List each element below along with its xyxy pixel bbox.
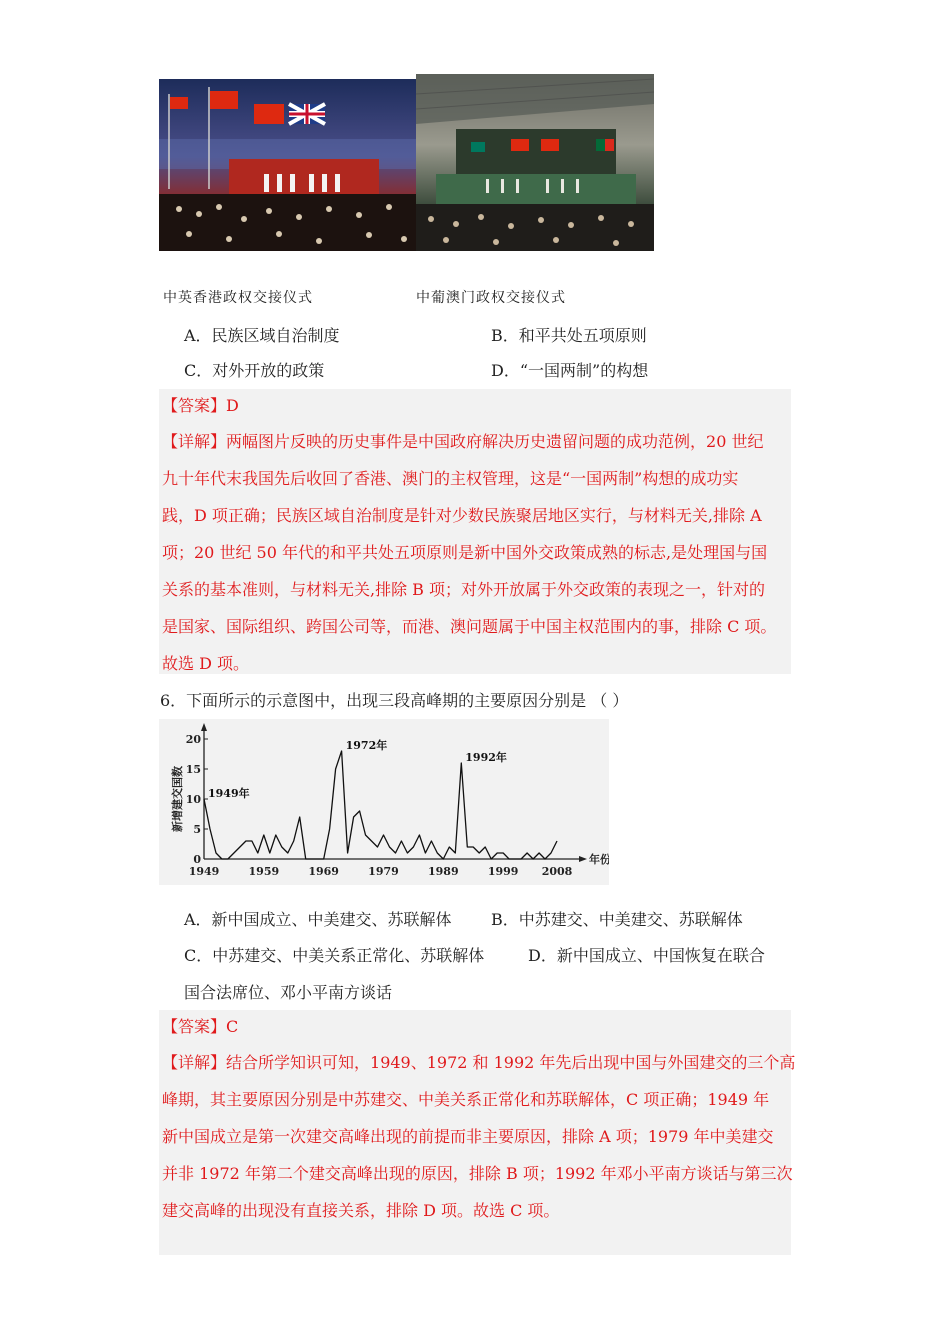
caption-hk: 中英香港政权交接仪式 [163,290,313,306]
q6-option-d: D．新中国成立、中国恢复在联合 [528,946,765,965]
x-axis-arrow [579,856,587,862]
hk-handover-photo [159,79,417,251]
peak-annotation: 1949年 [208,787,250,800]
q6-option-b: B．中苏建交、中美建交、苏联解体 [491,910,743,929]
x-tick-label: 2008 [541,865,573,878]
chart-svg [159,719,609,885]
q6-option-c: C．中苏建交、中美关系正常化、苏联解体 [184,946,485,965]
q5-detail-line-1 [162,429,763,452]
x-tick-label: 1949 [188,865,220,878]
x-tick-label: 1959 [248,865,280,878]
q5-detail-line-7: 故选 D 项。 [162,654,250,673]
q5-detail-text-1: 两幅图片反映的历史事件是中国政府解决历史遗留问题的成功范例，20 世纪 [226,432,764,451]
y-axis-label: 新增建交国数 [171,766,184,832]
series-line [204,751,557,859]
q5-option-c: C．对外开放的政策 [184,361,325,380]
diplomacy-chart [159,719,609,885]
macau-handover-photo [416,74,654,251]
caption-macau: 中葡澳门政权交接仪式 [416,290,566,306]
y-tick-label: 10 [185,793,201,806]
q5-detail-label: 【详解】 [162,432,227,451]
x-axis-label: 年份 [589,853,609,866]
peak-annotation: 1972年 [345,739,388,752]
q5-answer-label: 【答案】 [162,396,227,415]
q5-option-d: D．“一国两制”的构想 [491,361,649,380]
q5-detail-line-4: 项；20 世纪 50 年代的和平共处五项原则是新中国外交政策成熟的标志,是处理国与国 [162,543,768,562]
q5-detail-line-6: 是国家、国际组织、跨国公司等，而港、澳问题属于中国主权范围内的事，排除 C 项。 [162,617,777,636]
q6-detail-line-3: 新中国成立是第一次建交高峰出现的前提而非主要原因，排除 A 项；1979 年中美建交 [162,1127,774,1146]
q5-option-a: A．民族区域自治制度 [184,326,340,345]
q6-answer-label: 【答案】 [162,1017,227,1036]
q6-detail-line-2: 峰期，其主要原因分别是中苏建交、中美关系正常化和苏联解体，C 项正确；1949 年 [162,1090,770,1109]
x-tick-label: 1989 [428,865,459,878]
q6-answer-value: C [226,1017,239,1036]
x-tick-label: 1979 [368,865,399,878]
q6-question: 6．下面所示的示意图中，出现三段高峰期的主要原因分别是 （ ） [160,691,629,710]
macau-handover-illustration [416,74,654,251]
q6-detail-line-4: 并非 1972 年第二个建交高峰出现的原因，排除 B 项；1992 年邓小平南方谈话与第三次 [162,1164,793,1183]
y-tick-label: 15 [185,763,201,776]
q5-answer [162,393,239,416]
q6-option-d-continued: 国合法席位、邓小平南方谈话 [184,983,393,1002]
q5-answer-value: D [226,396,239,415]
q5-detail-line-2: 九十年代末我国先后收回了香港、澳门的主权管理，这是“一国两制”构想的成功实 [162,469,739,488]
hk-handover-illustration [159,79,417,251]
y-tick-label: 5 [193,823,201,836]
y-axis-arrow [201,723,207,731]
q6-detail-line-1 [162,1050,795,1073]
x-tick-label: 1969 [308,865,339,878]
q6-detail-label: 【详解】 [162,1053,227,1072]
y-tick-label: 0 [193,853,201,866]
peak-annotation: 1992年 [465,751,507,764]
q5-detail-line-5: 关系的基本准则，与材料无关,排除 B 项；对外开放属于外交政策的表现之一，针对的 [162,580,766,599]
q5-option-b: B．和平共处五项原则 [491,326,647,345]
y-tick-label: 20 [185,733,201,746]
q6-option-a: A．新中国成立、中美建交、苏联解体 [184,910,452,929]
q6-detail-text-1: 结合所学知识可知，1949、1972 和 1992 年先后出现中国与外国建交的三个高 [226,1053,796,1072]
q5-detail-line-3: 践，D 项正确；民族区域自治制度是针对少数民族聚居地区实行，与材料无关,排除 A [162,506,762,525]
q6-detail-line-5: 建交高峰的出现没有直接关系，排除 D 项。故选 C 项。 [162,1201,560,1220]
x-tick-label: 1999 [487,865,519,878]
q6-answer [162,1014,238,1037]
